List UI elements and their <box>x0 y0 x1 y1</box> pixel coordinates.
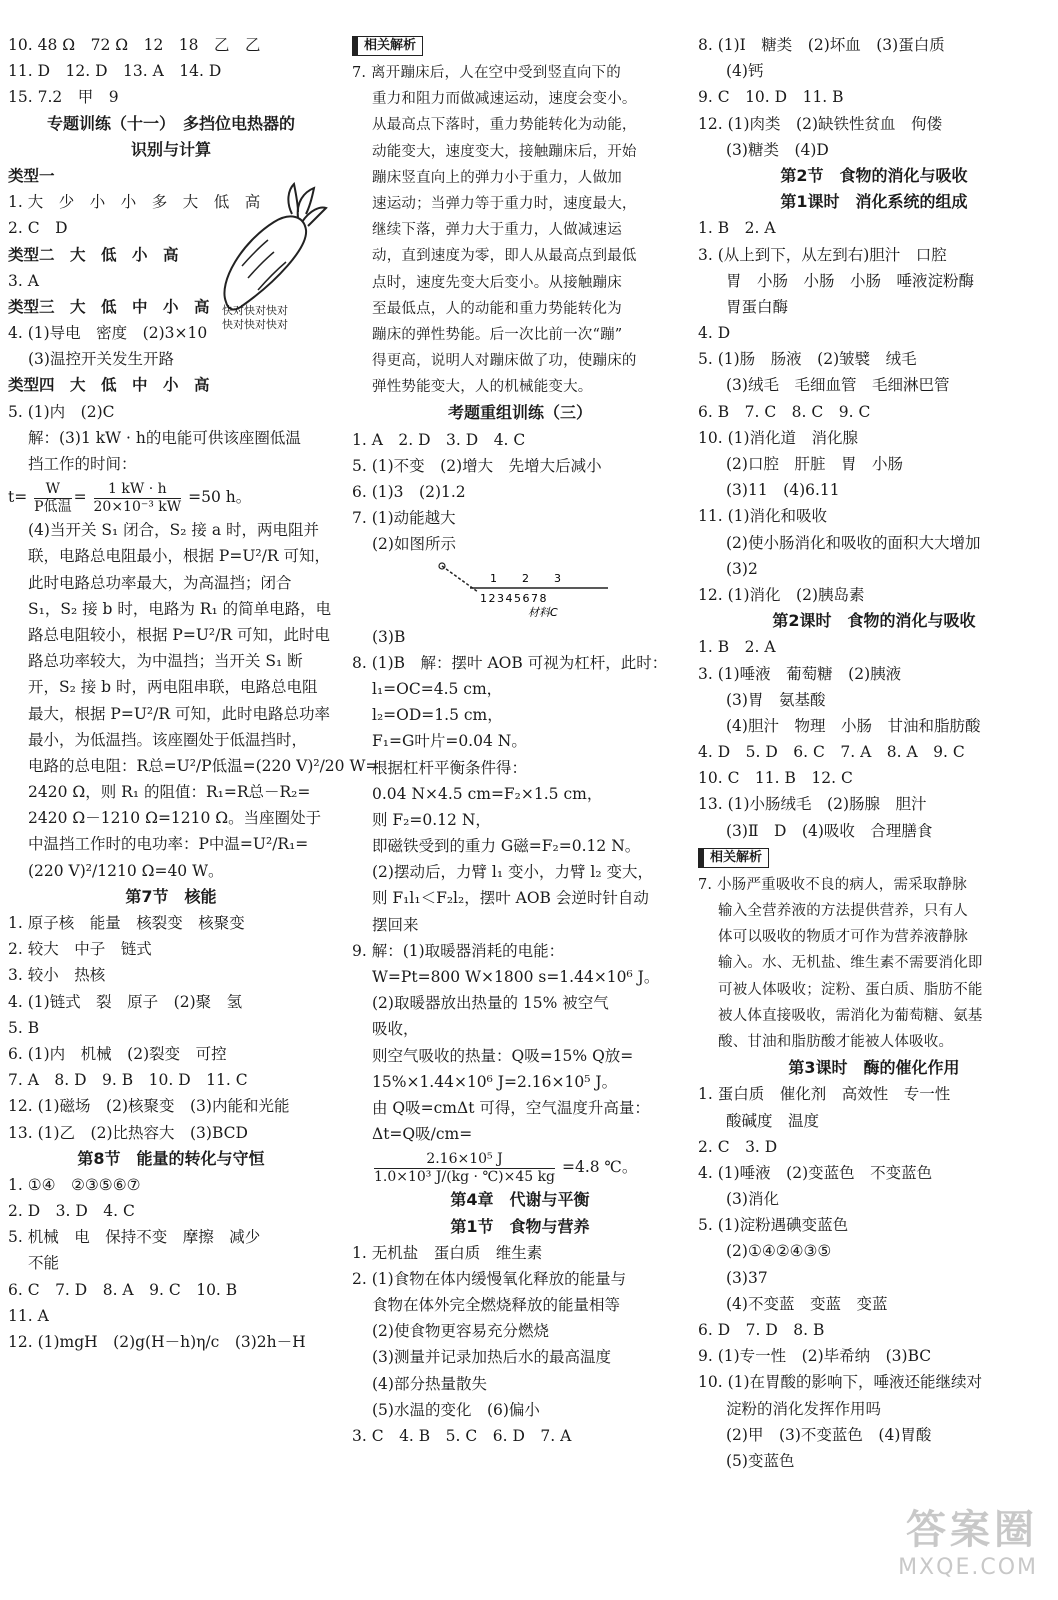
solution-line: (4)当开关 S₁ 闭合，S₂ 接 a 时，两电阻并 <box>28 521 319 540</box>
answer-line: (2)口腔 肝脏 胃 小肠 <box>726 455 903 473</box>
analysis-badge: 相关解析 <box>352 36 423 56</box>
section-title: 第1节 食物与营养 <box>450 1216 590 1236</box>
answer-line: 1. 无机盐 蛋白质 维生素 <box>352 1243 543 1262</box>
solution-line: F₁=G叶片=0.04 N。 <box>372 732 527 751</box>
section-title: 第8节 能量的转化与守恒 <box>77 1148 265 1168</box>
solution-line: l₂=OD=1.5 cm， <box>372 706 503 725</box>
analysis-line: 重力和阻力而做减速运动，速度会变小。 <box>372 91 637 108</box>
fraction <box>94 481 182 516</box>
answer-line: 10. (1)在胃酸的影响下，唾液还能继续对 <box>698 1373 983 1392</box>
column-right <box>698 32 1050 1474</box>
solution-line: l₁=OC=4.5 cm， <box>372 679 503 698</box>
solution-line: W=Pt=800 W×1800 s=1.44×10⁶ J。 <box>372 968 660 986</box>
analysis-line: 从最高点下落时，重力势能转化为动能， <box>372 117 637 134</box>
solution-line: 0.04 N×4.5 cm=F₂×1.5 cm， <box>372 784 603 803</box>
watermark <box>898 1498 1038 1580</box>
formula-text: =50 h。 <box>188 488 252 507</box>
answer-line: (5)变蓝色 <box>726 1451 795 1470</box>
answer-line: 1. B 2. A <box>698 638 776 657</box>
answer-line: 4. (1)导电 密度 (2)3×10 <box>8 324 208 343</box>
answer-line: (4)胆汁 物理 小肠 甘油和脂肪酸 <box>726 716 981 735</box>
answer-line: 9. 解：(1)取暖器消耗的电能： <box>352 941 565 960</box>
solution-line: 联，电路总电阻最小，根据 P=U²/R 可知， <box>28 547 330 566</box>
solution-line: (220 V)²/1210 Ω=40 W。 <box>28 861 224 880</box>
answer-line: (3)胃 氨基酸 <box>726 690 826 709</box>
answer-line: 1. 蛋白质 催化剂 高效性 专一性 <box>698 1085 951 1104</box>
answer-line: 1. 原子核 能量 核裂变 核聚变 <box>8 914 245 932</box>
type-heading: 类型三 大 低 中 小 高 <box>8 296 210 316</box>
answer-line: 10. C 11. B 12. C <box>698 769 853 788</box>
answer-line: 胃 小肠 小肠 小肠 唾液淀粉酶 <box>726 271 975 290</box>
solution-line: 则空气吸收的热量：Q吸=15% Q放= <box>372 1046 634 1065</box>
answer-line: 11. (1)消化和吸收 <box>698 507 828 526</box>
lesson-title: 第3课时 酶的催化作用 <box>788 1058 960 1078</box>
solution-line: (2)取暖器放出热量的 15% 被空气 <box>372 994 609 1013</box>
answer-line: (2)使食物更容易充分燃烧 <box>372 1322 549 1341</box>
answer-line: (4)不变蓝 变蓝 变蓝 <box>726 1294 888 1313</box>
answer-line: (4)部分热量散失 <box>372 1374 487 1393</box>
answer-line: (2)如图所示 <box>372 535 456 554</box>
answer-line: 1. ①④ ②③⑤⑥⑦ <box>8 1175 141 1194</box>
answer-line: 3. C 4. B 5. C 6. D 7. A <box>352 1427 572 1445</box>
answer-line: (3)绒毛 毛细血管 毛细淋巴管 <box>726 376 950 395</box>
answer-line: 5. B <box>8 1018 40 1037</box>
answer-line: 13. (1)乙 (2)比热容大 (3)BCD <box>8 1123 248 1142</box>
answer-line: 4. D 5. D 6. C 7. A 8. A 9. C <box>698 743 965 762</box>
answer-line: (5)水温的变化 (6)偏小 <box>372 1400 540 1419</box>
answer-line: 2. 较大 中子 链式 <box>8 940 152 959</box>
answer-line: 胃蛋白酶 <box>726 297 789 316</box>
answer-line: (3)2 <box>726 559 758 578</box>
analysis-line: 7. 小肠严重吸收不良的病人，需采取静脉 <box>698 876 967 893</box>
carrot-caption <box>222 304 288 332</box>
answer-line: 1. A 2. D 3. D 4. C <box>352 430 526 449</box>
formula-text: t= <box>8 488 28 507</box>
solution-line: 则 F₂=0.12 N， <box>372 810 491 829</box>
section-title: 识别与计算 <box>130 139 211 159</box>
analysis-badge: 相关解析 <box>698 848 769 868</box>
analysis-line: 输入全营养液的方法提供营养，只有人 <box>718 903 968 919</box>
answer-line: (3)糖类 (4)D <box>726 140 829 159</box>
answer-line: 9. C 10. D 11. B <box>698 88 844 107</box>
answer-line: 10. 48 Ω 72 Ω 12 18 乙 乙 <box>8 36 261 54</box>
answer-line: 不能 <box>28 1254 60 1273</box>
lever-label: 1 <box>490 571 497 585</box>
analysis-line: 蹦床竖直向上的弹力小于重力，人做加 <box>372 169 622 186</box>
answer-line: 5. (1)肠 肠液 (2)皱襞 绒毛 <box>698 350 917 369</box>
analysis-line: 被人体直接吸收，需消化为葡萄糖、氨基 <box>718 1007 983 1024</box>
analysis-line: 动能变大，速度变大，接触蹦床后，开始 <box>372 143 637 160</box>
analysis-line: 酸、甘油和脂肪酸才能被人体吸收。 <box>718 1033 954 1050</box>
answer-line: 2. C D <box>8 219 68 238</box>
material-label: 材料C <box>528 605 558 619</box>
chapter-title: 第4章 代谢与平衡 <box>450 1190 590 1210</box>
analysis-line: 弹性势能变大，人的机械能变大。 <box>372 379 593 396</box>
solution-line: 电路的总电阻：R总=U²/P低温=(220 V)²/20 W= <box>28 756 379 775</box>
answer-line: 2. D 3. D 4. C <box>8 1202 135 1221</box>
scale-numbers: 12345678 <box>480 591 548 605</box>
answer-line: 12. (1)磁场 (2)核聚变 (3)内能和光能 <box>8 1097 290 1116</box>
fraction <box>374 1151 555 1186</box>
answer-line: 10. (1)消化道 消化腺 <box>698 428 859 447</box>
answer-line: (3)温控开关发生开路 <box>28 350 174 369</box>
answer-line: 2. C 3. D <box>698 1137 778 1156</box>
solution-line: 此时电路总功率最大，为高温挡；闭合 <box>28 573 292 592</box>
solution-line: 最大，根据 P=U²/R 可知，此时电路总功率 <box>28 704 330 723</box>
analysis-line: 蹦床的弹性势能。后一次比前一次“蹦” <box>372 326 623 343</box>
answer-line: 12. (1)肉类 (2)缺铁性贫血 佝偻 <box>698 114 942 133</box>
formula-text: =4.8 ℃。 <box>561 1158 638 1177</box>
fraction <box>34 481 71 516</box>
answer-line: 7. (1)动能越大 <box>352 509 456 528</box>
answer-line: (3)消化 <box>726 1190 779 1209</box>
answer-line: (3)Ⅱ D (4)吸收 合理膳食 <box>726 821 933 840</box>
answer-line: 6. B 7. C 8. C 9. C <box>698 402 871 421</box>
fraction-denominator: P低温 <box>34 498 72 515</box>
solution-line: 即磁铁受到的重力 G磁=F₂=0.12 N。 <box>372 837 641 856</box>
solution-line: 路总功率较大，为中温挡；当开关 S₁ 断 <box>28 652 303 671</box>
fraction-denominator: 1.0×10³ J/(kg · ℃)×45 kg <box>374 1168 556 1185</box>
lever-label: 3 <box>554 571 561 585</box>
analysis-line: 至最低点，人的动能和重力势能转化为 <box>372 300 622 317</box>
solution-line: 由 Q吸=cmΔt 可得，空气温度升高量： <box>372 1098 650 1117</box>
analysis-line: 可被人体吸收；淀粉、蛋白质、脂肪不能 <box>718 981 983 998</box>
solution-line: 则 F₁l₁＜F₂l₂，摆叶 AOB 会逆时针自动 <box>372 889 649 908</box>
solution-line: 摆回来 <box>372 915 419 934</box>
section-title: 考题重组训练（三） <box>447 403 592 423</box>
analysis-line: 点时，速度先变大后变小。从接触蹦床 <box>372 274 622 291</box>
answer-line: 3. 较小 热核 <box>8 966 106 985</box>
answer-line: 3. (从上到下，从左到右)胆汁 口腔 <box>698 245 947 264</box>
answer-line: 6. (1)3 (2)1.2 <box>352 483 466 501</box>
analysis-line: 得更高，说明人对蹦床做了功，使蹦床的 <box>372 353 637 370</box>
answer-line: 6. D 7. D 8. B <box>698 1321 825 1339</box>
watermark-url: MXQE.COM <box>898 1555 1038 1580</box>
solution-line: 挡工作的时间： <box>28 455 137 473</box>
answer-line: 8. (1)B 解：摆叶 AOB 可视为杠杆，此时： <box>352 653 668 672</box>
section-title: 专题训练（十一） 多挡位电热器的 <box>46 113 295 133</box>
type-heading: 类型一 <box>8 165 55 185</box>
watermark-logo: 答案圈 <box>906 1507 1038 1553</box>
analysis-line: 7. 离开蹦床后，人在空中受到竖直向下的 <box>352 65 621 81</box>
answer-line: (2)①④②④③⑤ <box>726 1242 832 1261</box>
solution-line: S₁，S₂ 接 b 时，电路为 R₁ 的简单电路，电 <box>28 599 332 618</box>
analysis-line: 动，直到速度为零，即人从最高点到最低 <box>372 248 637 265</box>
answer-line: 13. (1)小肠绒毛 (2)肠腺 胆汁 <box>698 795 927 814</box>
answer-line: (2)使小肠消化和吸收的面积大大增加 <box>726 533 981 552</box>
section-title: 第2节 食物的消化与吸收 <box>780 165 968 185</box>
solution-line: 最小，为低温挡。该座圈处于低温挡时， <box>28 730 308 749</box>
answer-line: 3. (1)唾液 葡萄糖 (2)胰液 <box>698 664 902 683</box>
answer-line: (3)37 <box>726 1268 768 1287</box>
solution-line: 15%×1.44×10⁶ J=2.16×10⁵ J。 <box>372 1072 618 1091</box>
section-title: 第7节 核能 <box>125 886 217 906</box>
answer-line: 12. (1)消化 (2)胰岛素 <box>698 585 865 604</box>
answer-line: (2)甲 (3)不变蓝色 (4)胃酸 <box>726 1425 932 1444</box>
answer-line: 8. (1)Ⅰ 糖类 (2)坏血 (3)蛋白质 <box>698 36 945 54</box>
fraction-numerator: 1 kW · h <box>94 481 182 499</box>
solution-line: 开，S₂ 接 b 时，两电阻串联，电路总电阻 <box>28 678 318 697</box>
answer-line: 4. (1)链式 裂 原子 (2)聚 氢 <box>8 992 243 1011</box>
answer-line: 淀粉的消化发挥作用吗 <box>726 1399 882 1418</box>
solution-line: 根据杠杆平衡条件得： <box>372 758 528 777</box>
answer-line: (3)B <box>372 627 406 646</box>
answer-line: 15. 7.2 甲 9 <box>8 88 119 107</box>
lever-label: 2 <box>522 571 529 585</box>
answer-line: 5. (1)淀粉遇碘变蓝色 <box>698 1216 849 1235</box>
answer-line: 酸碱度 温度 <box>726 1111 820 1130</box>
answer-line: 11. D 12. D 13. A 14. D <box>8 62 222 81</box>
answer-line: (4)钙 <box>726 62 764 81</box>
answer-line: 7. A 8. D 9. B 10. D 11. C <box>8 1071 248 1090</box>
answer-line: 1. 大 少 小 小 多 大 低 高 <box>8 193 261 212</box>
lever-diagram <box>432 558 612 620</box>
solution-line: 解：(3)1 kW · h的电能可供该座圈低温 <box>28 428 301 447</box>
lesson-title: 第1课时 消化系统的组成 <box>780 192 968 212</box>
fraction-numerator: W <box>34 481 71 499</box>
solution-line: 2420 Ω－1210 Ω=1210 Ω。当座圈处于 <box>28 809 322 828</box>
type-heading: 类型四 大 低 中 小 高 <box>8 375 210 395</box>
analysis-line: 输入。水、无机盐、维生素不需要消化即 <box>718 955 983 972</box>
carrot-caption-line: 快对快对快对 <box>222 318 288 331</box>
answer-line: 1. B 2. A <box>698 219 776 238</box>
answer-line: 4. (1)唾液 (2)变蓝色 不变蓝色 <box>698 1163 933 1182</box>
answer-line: 5. (1)不变 (2)增大 先增大后减小 <box>352 456 602 475</box>
answer-line: (3)11 (4)6.11 <box>726 481 840 500</box>
solution-line: Δt=Q吸/cm= <box>372 1125 473 1144</box>
answer-line: 5. 机械 电 保持不变 摩擦 减少 <box>8 1228 261 1247</box>
carrot-mascot-icon <box>212 182 328 322</box>
formula-line <box>352 1147 688 1187</box>
solution-line: 2420 Ω，则 R₁ 的阻值：R₁=R总－R₂= <box>28 783 311 802</box>
answer-line: 食物在体外完全燃烧释放的能量相等 <box>372 1296 621 1315</box>
solution-line: 路总电阻较小，根据 P=U²/R 可知，此时电 <box>28 625 330 644</box>
solution-line: (2)摆动后，力臂 l₁ 变小，力臂 l₂ 变大， <box>372 863 654 882</box>
fraction-numerator: 2.16×10⁵ J <box>374 1151 555 1169</box>
formula-line: t= $\frac{W}{\text{P低温}}$ = $\frac{1 kW \cdot h}{\text{20×10⁻³ kW}}$ =50 h。 <box>8 480 252 515</box>
type-heading: 类型二 大 低 小 高 <box>8 244 179 264</box>
answer-line: 6. C 7. D 8. A 9. C 10. B <box>8 1280 238 1299</box>
analysis-line: 体可以吸收的物质才可作为营养液静脉 <box>718 929 968 946</box>
answer-line: 11. A <box>8 1306 49 1325</box>
analysis-line: 继续下落，弹力大于重力，人做减速运 <box>372 222 622 239</box>
answer-line: 4. D <box>698 324 731 343</box>
fraction-denominator: 20×10⁻³ kW <box>93 498 182 515</box>
answer-line: 5. (1)内 (2)C <box>8 402 115 421</box>
answer-line: 12. (1)mgH (2)g(H－h)η/c (3)2h－H <box>8 1333 306 1351</box>
answer-line: (3)测量并记录加热后水的最高温度 <box>372 1348 611 1367</box>
lesson-title: 第2课时 食物的消化与吸收 <box>772 611 976 631</box>
answer-line: 2. (1)食物在体内缓慢氧化释放的能量与 <box>352 1269 627 1288</box>
solution-line: 中温挡工作时的电功率：P中温=U²/R₁= <box>28 835 309 854</box>
column-middle <box>352 32 688 1449</box>
analysis-line: 速运动；当弹力等于重力时，速度最大， <box>372 195 637 212</box>
answer-line: 9. (1)专一性 (2)毕希纳 (3)BC <box>698 1347 932 1366</box>
answer-line: 3. A <box>8 271 39 290</box>
solution-line: 吸收， <box>372 1020 419 1039</box>
carrot-caption-line: 快对快对快对 <box>222 304 288 317</box>
answer-line: 6. (1)内 机械 (2)裂变 可控 <box>8 1044 227 1063</box>
